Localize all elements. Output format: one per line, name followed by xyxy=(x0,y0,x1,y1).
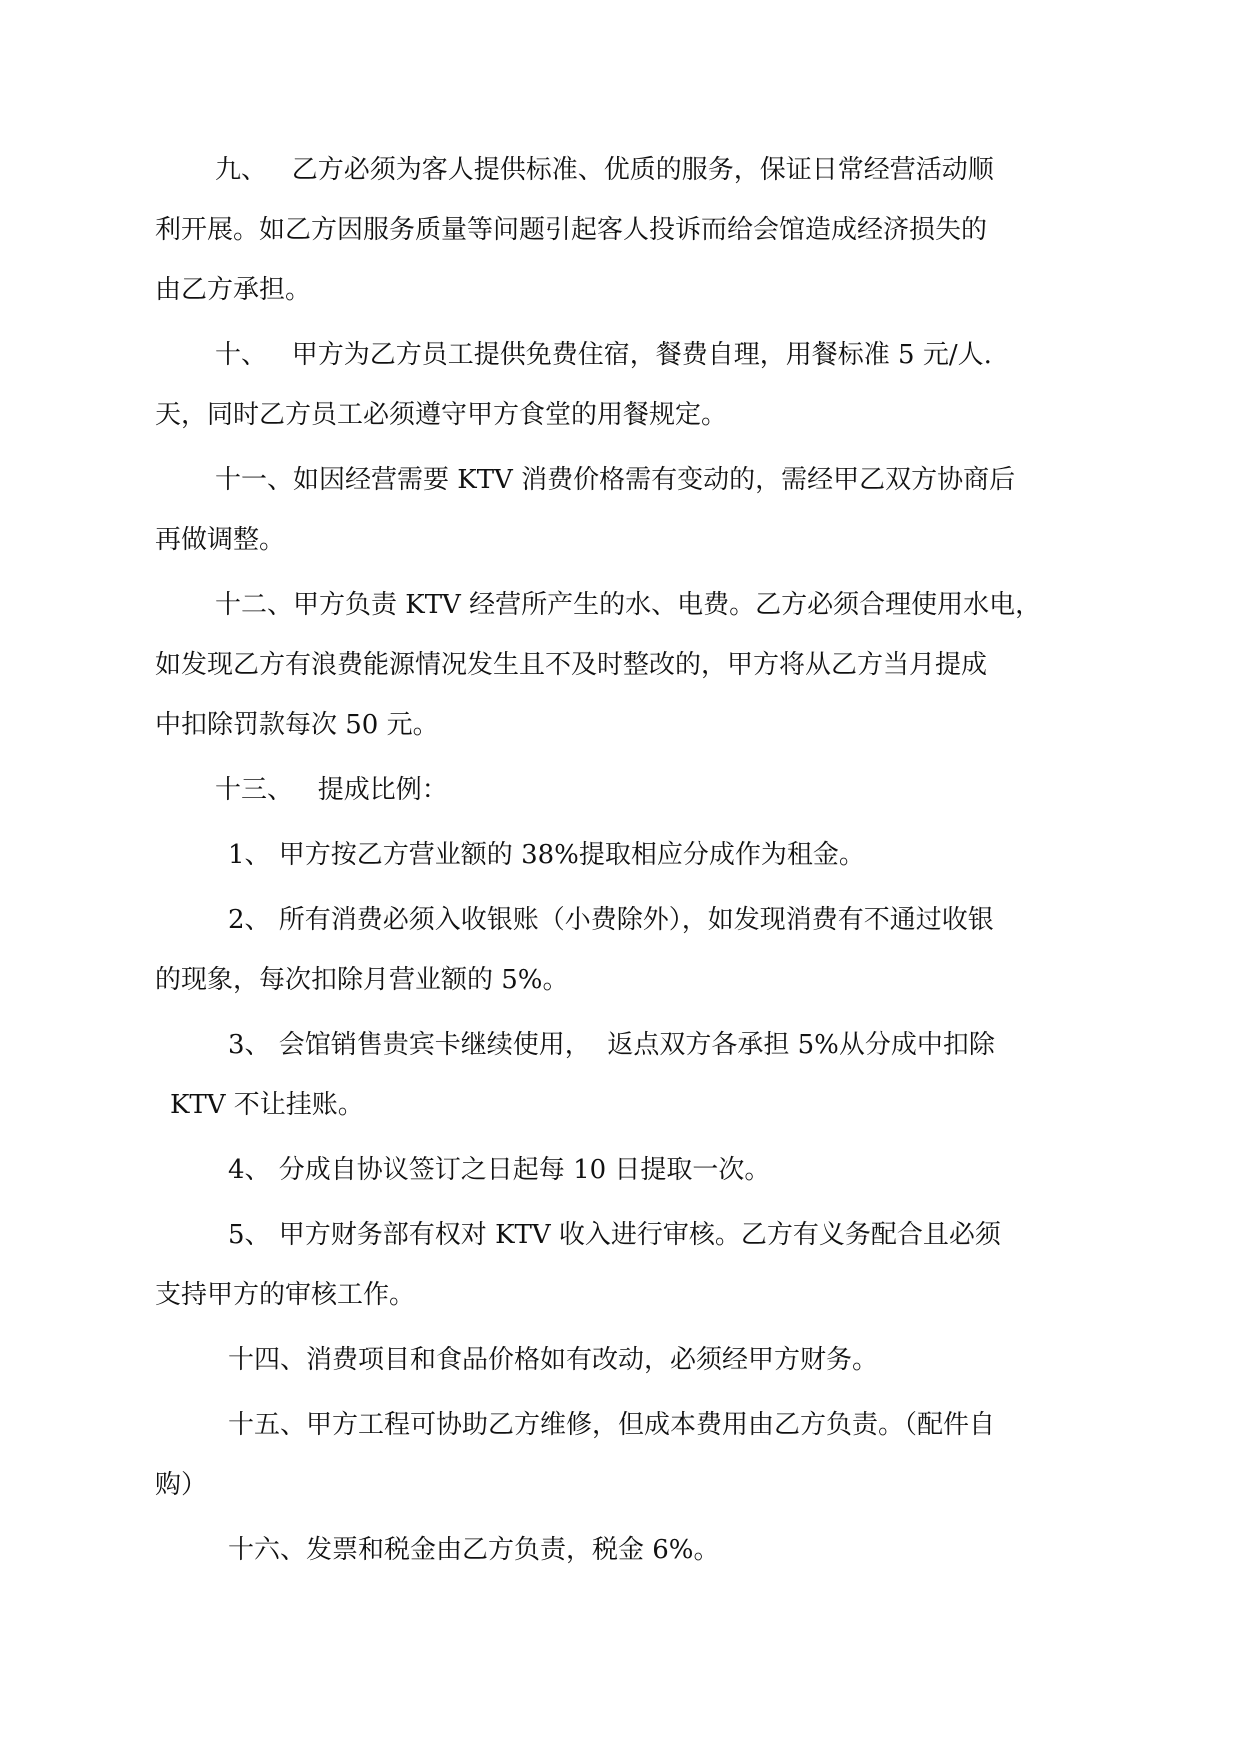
clause-15-line-2: 购） xyxy=(155,1470,208,1500)
clause-16: 十六、发票和税金由乙方负责，税金 6%。 xyxy=(228,1535,720,1565)
clause-9-line-3: 由乙方承担。 xyxy=(155,275,312,305)
clause-13-item-2-line-2: 的现象，每次扣除月营业额的 5%。 xyxy=(155,965,569,995)
clause-11-line-1: 十一、如因经营需要 KTV 消费价格需有变动的，需经甲乙双方协商后 xyxy=(215,465,1016,495)
clause-13-item-5-line-2: 支持甲方的审核工作。 xyxy=(155,1280,416,1310)
clause-12-line-3: 中扣除罚款每次 50 元。 xyxy=(155,710,439,740)
clause-10-line-1: 十、 甲方为乙方员工提供免费住宿，餐费自理，用餐标准 5 元/人. xyxy=(215,340,992,370)
clause-13-item-1: 1、 甲方按乙方营业额的 38%提取相应分成作为租金。 xyxy=(228,840,865,870)
clause-13-item-3-line-2: KTV 不让挂账。 xyxy=(170,1090,364,1120)
clause-12-line-2: 如发现乙方有浪费能源情况发生且不及时整改的，甲方将从乙方当月提成 xyxy=(155,650,988,680)
clause-13-heading: 十三、 提成比例： xyxy=(215,775,448,805)
clause-15-line-1: 十五、甲方工程可协助乙方维修，但成本费用由乙方负责。（配件自 xyxy=(228,1410,996,1440)
clause-9-line-2: 利开展。如乙方因服务质量等问题引起客人投诉而给会馆造成经济损失的 xyxy=(155,215,988,245)
clause-10-line-2: 天，同时乙方员工必须遵守甲方食堂的用餐规定。 xyxy=(155,400,728,430)
clause-12-line-1: 十二、甲方负责 KTV 经营所产生的水、电费。乙方必须合理使用水电， xyxy=(215,590,1042,620)
clause-13-item-4: 4、 分成自协议签订之日起每 10 日提取一次。 xyxy=(228,1155,771,1185)
clause-13-item-2-line-1: 2、 所有消费必须入收银账（小费除外），如发现消费有不通过收银 xyxy=(228,905,994,935)
clause-13-item-3-line-1: 3、 会馆销售贵宾卡继续使用， 返点双方各承担 5%从分成中扣除 xyxy=(228,1030,995,1060)
clause-9-line-1: 九、 乙方必须为客人提供标准、优质的服务，保证日常经营活动顺 xyxy=(215,155,994,185)
clause-11-line-2: 再做调整。 xyxy=(155,525,286,555)
clause-14: 十四、消费项目和食品价格如有改动，必须经甲方财务。 xyxy=(228,1345,879,1375)
clause-13-item-5-line-1: 5、 甲方财务部有权对 KTV 收入进行审核。乙方有义务配合且必须 xyxy=(228,1220,1001,1250)
